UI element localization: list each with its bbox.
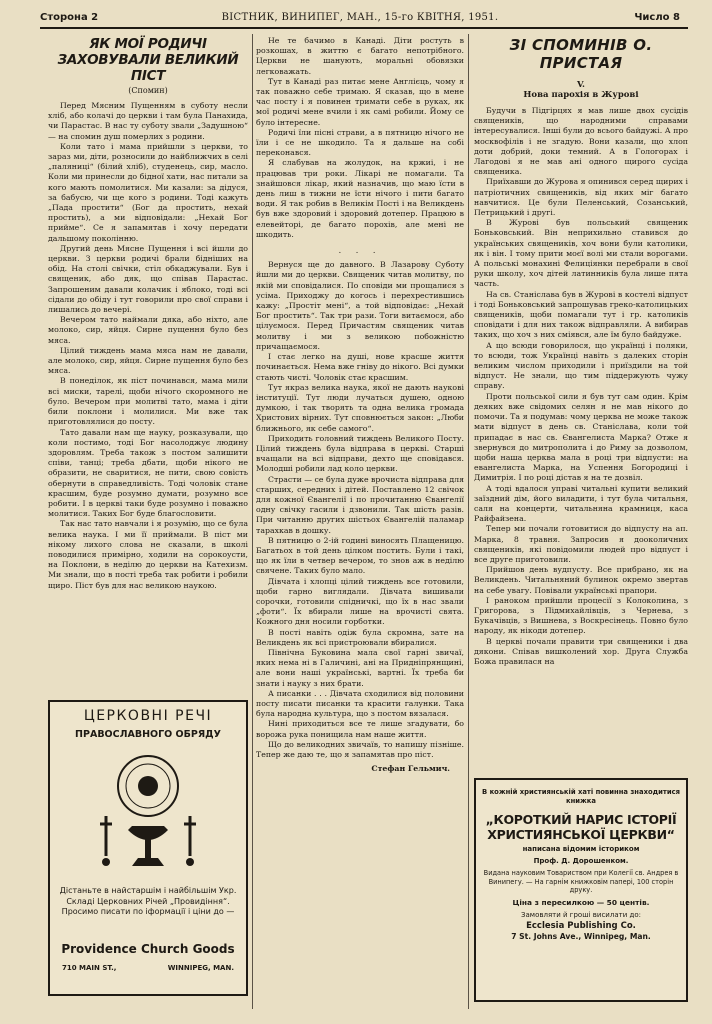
- paragraph: Не те бачимо в Канаді. Діти ростуть в розкошах, в життю є багато непотрібного. Церкви не шанують, моральні обовязки легковажать.: [256, 36, 464, 76]
- paragraph: Коли тато і мама прийшли з церкви, то зараз ми, діти, розносили до найближчих в селі „паляниці“ (білий хліб), студенець, сир, масло. Коли ми принесли до бідної хати, нас питали за кого мають помолитися. Ми казали: за дідуся, за бабусю, чи ще кого з родини. Тоді кажуть „Пада простити“ (Бог да простить, нехай простить), а ми відповідали: „Нехай Бог прийме“. Се я запамятав і хочу передати дальшому поколінню.: [48, 141, 248, 243]
- paragraph: Приходить головний тиждень Великого Посту. Цілий тиждень була відправа в церкві. Старші вчащали на всі відправи, дехто ще сповідався. Молодші робили лад коло церкви.: [256, 433, 464, 474]
- section-separator: . . .: [338, 246, 382, 256]
- masthead: ВІСТНИК, ВИНИПЕГ, МАН., 15-го КВІТНЯ, 1951.: [221, 12, 499, 23]
- paragraph: І раноком прийшли процесії з Колоколина, з Григорова, з Підмихайлівців, з Чернева, з Букачівців, з Вишнева, з Воскресінець. Повно було народу, як нікоди дотепер.: [474, 595, 688, 636]
- paragraph: Будучи в Підгірцях я мав лише двох сусідів священиків, що народними справами інтересувалися. Інші були до всього байдужі. А про москвофілів і не згадую. Вони казали, що хлоп доти добрий, доки темний. А в Гологорах і Лагодові я не мав ані одного щирого сусіда священика.: [474, 106, 688, 177]
- ad-brand: Providence Church Goods: [61, 942, 235, 956]
- issue-number-label: Число 8: [634, 12, 680, 23]
- paragraph: В церкві почали правити три священики і два дякони. Співав вишколений хор. Друга Служба Божа правилася на: [474, 636, 688, 666]
- paragraph: В понеділок, як піст починався, мама мили всі миски, тарелі, щоби нічого скоромного не було. Вечером при молитві тато, мама і діти били поклони і молилися. Ми вже так приготовлялися до посту.: [48, 376, 248, 427]
- church-goods-ad: [48, 700, 248, 996]
- author-signature: Стефан Гельмич.: [371, 764, 450, 774]
- order-line: Замовляти й гроші висилати до:: [521, 910, 641, 919]
- paragraph: Приїхавши до Журова я опинився серед щирих і патріотичних священиків, від яких міг багато навчитися. Це були Пеленський, Созанський, Петрицький і другі.: [474, 177, 688, 218]
- church-vessels-illustration: [92, 746, 204, 874]
- article-body-continued: [256, 36, 464, 760]
- column-divider: [468, 34, 469, 1009]
- column-1: [48, 36, 248, 591]
- publisher-name: Ecclesia Publishing Co.: [526, 920, 636, 931]
- paragraph: Проти польської сили я був тут сам один. Крім деяких вже свідомих селян я не мав нікого до помочи. Та я подумав: чому церква не може також мати відпуст в день св. Станіслава, коли той припадає в нас св. Євангелиста Марка? Отже я звернувся до митрополита і до Риму за дозволом, щоби наша церква мала в році три відпусти: на евангелиста Марка, на Успення Богородиці і Димитрія. І по році дістав я на те дозвіл.: [474, 391, 688, 483]
- column-divider: [252, 34, 253, 1009]
- paragraph: А писанки . . . Дівчата сходилися від половини посту писати писанки та красити галунки. Така була народна культура, що з постом вязалася.: [256, 688, 464, 719]
- column-3: [474, 36, 688, 667]
- ad-city: WINNIPEG, MAN.: [167, 964, 234, 972]
- author-name: Проф. Д. Дорошенком.: [533, 857, 629, 865]
- ad-street: 710 MAIN ST.,: [62, 964, 117, 972]
- publisher-address: 7 St. Johns Ave., Winnipeg, Man.: [511, 931, 651, 941]
- paragraph: Другий день Мясне Пущення і всі йшли до церкви. З церкви родичі брали бідніших на обід. На столі свічки, стіл обкаджували. Був і священик, або дяк, що співав Парастас. Запрошеним давали колачик і яблоко, тоді всі сідали до обіду і тут говорили про свої справи і лишались до вечері.: [48, 243, 248, 315]
- article-body: [48, 101, 248, 591]
- header-rule: [40, 27, 688, 29]
- section-number: V.: [576, 80, 586, 90]
- paragraph: Перед Мясним Пущенням в суботу несли хліб, або колачі до церкви і там була Панахида, чи Парастас. В нас ту суботу звали „Задушною“ — на спомин душ померлих з родини.: [48, 101, 248, 141]
- paragraph: Родичі їли пісні страви, а в пятницю нічого не їли і се не шкодило. Та я дальше на собі переконався.: [256, 127, 464, 158]
- page-number-label: Сторона 2: [40, 12, 99, 23]
- ad-subtitle: ПРАВОСЛАВНОГО ОБРЯДУ: [75, 729, 221, 740]
- ad-text: Дістаньте в найстаршім і найбільшім Укр. Складі Церковних Річей „Провидіння“.: [59, 886, 237, 906]
- paragraph: В пятницю о 2-ій годині виносять Плащеницю. Багатьох в той день цілком постить. Були і такі, що як їли в четвер вечером, то знов аж в неділю свячене. Таких було мало.: [256, 535, 464, 576]
- ad-body: [58, 886, 238, 918]
- book-title: „КОРОТКИЙ НАРИС ІСТОРІЇ ХРИСТИЯНСЬКОЇ ЦЕРКВИ“: [485, 812, 677, 842]
- paragraph: Дівчата і хлопці цілий тиждень все готовили, щоби гарно виглядали. Дівчата вишивали сорочки, готовили спідничкі, що їх в нас звали „фоти“. Їх вбирали лише на врочисті свята. Кожного дня носили горботки.: [256, 576, 464, 627]
- author-line: написана відомим істориком: [522, 845, 640, 853]
- article-title: ЯК МОЇ РОДИЧІ ЗАХОВУВАЛИ ВЕЛИКИЙ ПІСТ: [57, 36, 239, 84]
- publisher-note: Видана науковим Товариством при Колегії св. Андрея в Винипегу. — На гарнім книжковім папері, 100 сторін друку.: [483, 869, 679, 894]
- paragraph: Страсти — се була дуже врочиста відправа для старших, середних і дітей. Поставлено 12 свічок для кожної Євангелії і по прочитанню Євангелії одну свічку гасили і дзвонили. Так шість разів. При читанню других шістьох Євангелій паламар тарахкав в дошку.: [256, 474, 464, 535]
- column-2: [256, 36, 464, 773]
- paragraph: Цілий тиждень мама мяса нам не давали, але молоко, сир, яйця. Сирне пущення було без мяса.: [48, 345, 248, 376]
- paragraph: Так нас тато навчали і я розумію, що се була велика наука. І ми її приймали. В піст ми нікому лихого слова не сказали, в школі поводилися примірно, ходили на сорокоусти, на Поклони, в неділю до церкви на Катехизм. Ми знали, що в пості треба так робити і робили щиро. Піст був для нас великою наукою.: [48, 519, 248, 590]
- ad-text: Просимо писати по іформації і ціни до —: [61, 907, 235, 916]
- ad-intro: В кожній християнській хаті повинна знаходитися книжка: [482, 788, 680, 805]
- paragraph: Я слабував на жолудок, на кржиі, і не працював три роки. Лікарі не помагали. Та знайшовся лікар, який назначив, що маю їсти в день лиш в тижни не їсти нічого і пити багато води. Я так робив в Великім Пості і на Великдень був вже здоровий і здоровий дотепер. Працюю в елевейторі, де багато порохів, але мені не шкодить.: [256, 158, 464, 239]
- paragraph: Вернуся ще до давного. В Лазарову Суботу йшли ми до церкви. Священик читав молитву, по якій ми сповідалися. По сповіди ми прощалися з усіма. Приходжу до когось і перехрестившись кажу: „Простіт мені“, а той відповідає: „Нехай Бог простить“. Так три рази. Тоги витаємося, або цілуємося. Перед Причастям священик читав молитву і ми з великою побожністю причащаємося.: [256, 260, 464, 351]
- paragraph: В пості навіть одіж була скромна, зате на Великдень як всі пристроювали вбиралися.: [256, 627, 464, 647]
- article-subtitle: (Спомин): [128, 86, 168, 95]
- paragraph: Північна Буковина мала свої гарні звичаї, яких нема ні в Галичині, ані на Придніпрянщині, але вони наші українські, вартні. Їх треба би знати і науку з них брати.: [256, 647, 464, 688]
- article-body: [474, 106, 688, 667]
- page-header: [40, 10, 680, 26]
- paragraph: Тепер ми почали готовитися до відпусту на ап. Марка, 8 травня. Запросив я дооколичних священиків, які повідомили людей про відпуст і все друге приготовили.: [474, 524, 688, 564]
- paragraph: В Журові був польський священик Боньковський. Він неприхильно ставився до українських священиків, хоч вони були католики, як і він. І тому прити моєї волі ми стали ворогами. А польські монахині Фелиціянки перебрали в свої руки школу, хоч дітей латинників була лише пята часть.: [474, 218, 688, 289]
- paragraph: Прийшов день вудпусту. Все прибрано, як на Великдень. Читальняний булинок окремо звертав на себе увагу. Повівали українські прапори.: [474, 565, 688, 595]
- paragraph: А тоді вдалося управі читальні купити великий заїздний дім, його виладити, і тут була читальня, саля на концерти, читальняна крамниця, каса Райфайзена.: [474, 483, 688, 524]
- paragraph: На св. Станіслава був в Журові в костелі відпуст і тоді Боньковський запрошував греко-католицьких священиків, щоби помагали тут і гр. католиків сповідати і для них також відправляли. А вибирав таких, що хоч з них сміявся, але їм було байдуже.: [474, 289, 688, 340]
- paragraph: І стає легко на душі, нове красше життя починається. Нема вже гніву до нікого. Всі думки стають чисті. Чоловік стає красшим.: [256, 352, 464, 382]
- book-ad: [474, 778, 688, 1002]
- paragraph: Тут якраз велика наука, якої не дають наукові інституції. Тут люди лучаться душею, одною думкою, і так творять та одна велика громада Христових вірних. Тут сповнюється закон: „Люби ближнього, як себе самого“.: [256, 382, 464, 433]
- article-title: ЗІ СПОМИНІВ О. ПРИСТАЯ: [509, 36, 653, 72]
- paragraph: Тато давали нам ще науку, розказували, що коли постимо, тоді Бог насолоджує людину здоровлям. Треба також з постом залишити співи, танці; треба дбати, щоби нікого не образити, не сваритися, не пити, свою совість обернути в справедливість. Тоді чоловік стане красшим, буде розумно думати, розумно все робити. І в церкві таки буде розумно і поважно молитися. Таких Бог буде благословити.: [48, 427, 248, 519]
- section-title: Нова парохія в Журові: [523, 90, 639, 100]
- paragraph: Тут в Канаді раз питає мене Англієць, чому я так поважно себе тримаю. Я сказав, що в мене час посту і я повинен тримати себе в руках, як мої родичі мене вчили і як самі робили. Йому се було інтересне.: [256, 76, 464, 127]
- paragraph: А що всюди говорилося, що українці і поляки, то всюди, тож Українці навіть з далеких сторін великим числом приходили і приїздили на той відпуст. Не знали, що тим піддержують чужу справу.: [474, 340, 688, 391]
- paragraph: Вечером тато наймали дяка, або ніхто, але молоко, сир, яйця. Сирне пущення було без мяса.: [48, 315, 248, 345]
- paragraph: Нині приходиться все те лише згадувати, бо ворожа рука понищила нам наше життя.: [256, 719, 464, 739]
- paragraph: Що до великодних звичаїв, то напишу пізніше. Тепер же даю те, що я запамятав про піст.: [256, 739, 464, 760]
- ad-title: ЦЕРКОВНІ РЕЧІ: [83, 708, 213, 724]
- book-price: Ціна з пересилкою — 50 центів.: [512, 897, 650, 907]
